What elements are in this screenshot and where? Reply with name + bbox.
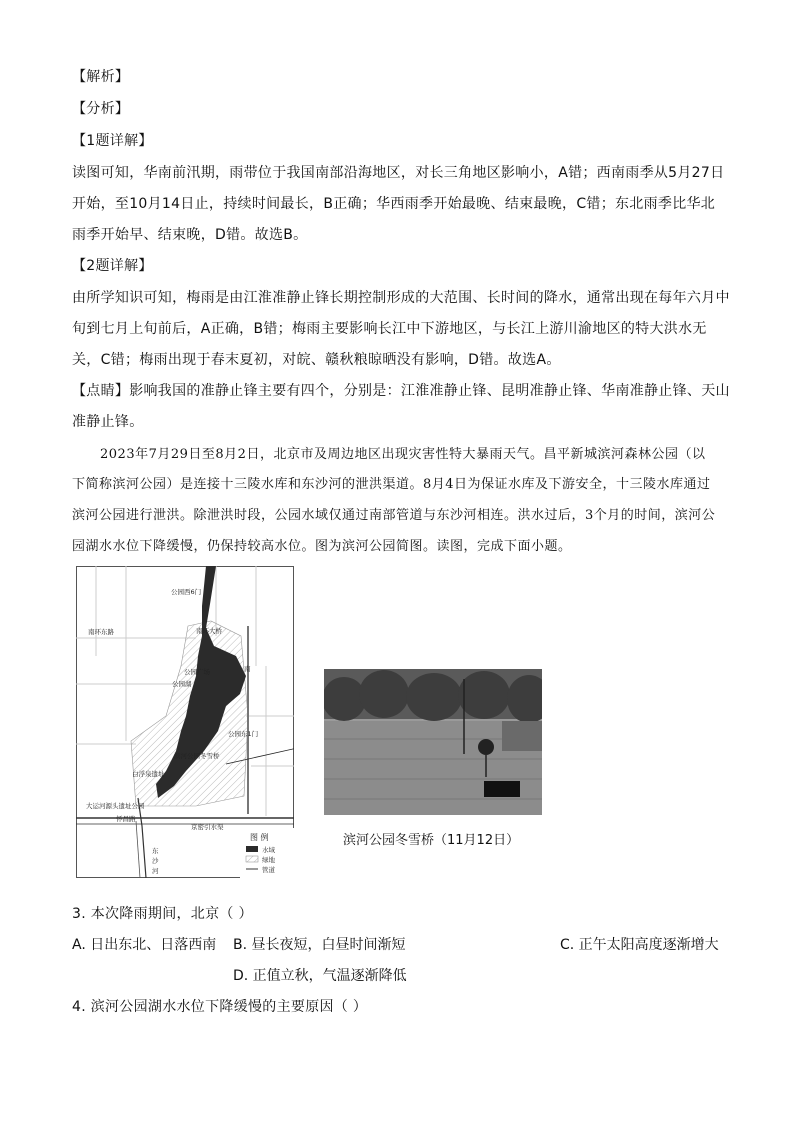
- legend-label: 管道: [262, 866, 275, 874]
- q1-detail-line: 雨季开始早、结束晚，D错。故选B。: [72, 227, 308, 243]
- q3-stem: 3. 本次降雨期间，北京（ ）: [72, 906, 253, 922]
- legend-label: 绿地: [262, 856, 275, 864]
- map-label: 南环大桥: [196, 627, 222, 635]
- q3-option-a[interactable]: A. 日出东北、日落西南: [72, 937, 217, 953]
- q3-option-b[interactable]: B. 昼长夜短，白昼时间渐短: [233, 937, 406, 953]
- q1-detail-heading: 【1题详解】: [72, 133, 153, 149]
- map-label: 京密引水渠: [191, 823, 224, 831]
- legend-title: 图 例: [250, 833, 269, 842]
- map-label: 公园东1门: [228, 730, 259, 738]
- bridge-photo: [324, 669, 542, 815]
- jiexi-heading: 【解析】: [72, 69, 130, 85]
- map-label: 白浮泉遗址: [132, 770, 165, 778]
- q2-detail-line: 旬到七月上旬前后，A正确，B错；梅雨主要影响长江中下游地区，与长江上游川渝地区的特大洪水无: [72, 321, 707, 337]
- fenxi-heading: 【分析】: [72, 101, 130, 117]
- park-map: [76, 566, 294, 878]
- map-label: 南环东路: [88, 628, 114, 636]
- passage-line: 滨河公园进行泄洪。除泄洪时段，公园水域仅通过南部管道与东沙河相连。洪水过后，3个月的时间，滨河公: [72, 508, 716, 523]
- passage-line: 2023年7月29日至8月2日，北京市及周边地区出现灾害性特大暴雨天气。昌平新城滨河森林公园（以: [100, 447, 706, 462]
- map-label: 河: [152, 867, 159, 875]
- q1-detail-line: 读图可知，华南前汛期，雨带位于我国南部沿海地区，对长三角地区影响小，A错；西南雨季从5月27日: [72, 165, 725, 181]
- map-label: 沙: [152, 857, 159, 865]
- map-label: 公园广场: [184, 668, 210, 676]
- map-label: 东: [152, 847, 159, 855]
- q2-detail-line: 关，C错；梅雨出现于春末夏初，对皖、赣秋粮晾晒没有影响，D错。故选A。: [72, 352, 561, 368]
- passage-line: 园湖水水位下降缓慢，仍保持较高水位。图为滨河公园简图。读图，完成下面小题。: [72, 539, 572, 554]
- q2-detail-heading: 【2题详解】: [72, 258, 153, 274]
- map-label: 滨河公园冬雪桥: [174, 752, 220, 760]
- legend-label: 水域: [262, 846, 275, 854]
- q2-detail-line: 由所学知识可知，梅雨是由江淮准静止锋长期控制形成的大范围、长时间的降水，通常出现在每年六月中: [72, 290, 730, 306]
- dianjing-line: 【点睛】影响我国的准静止锋主要有四个，分别是：江淮准静止锋、昆明准静止锋、华南准静止锋、天山: [72, 383, 730, 399]
- q3-option-d[interactable]: D. 正值立秋，气温逐渐降低: [233, 968, 407, 984]
- map-label: 怀昌路: [116, 815, 136, 823]
- dianjing-line: 准静止锋。: [72, 414, 144, 430]
- map-label: 南: [244, 665, 251, 673]
- map-label: 公园湖: [172, 680, 192, 688]
- photo-caption: 滨河公园冬雪桥（11月12日）: [343, 833, 520, 848]
- q1-detail-line: 开始，至10月14日止，持续时间最长，B正确；华西雨季开始最晚、结束最晚，C错；东北雨季比华北: [72, 196, 716, 212]
- passage-line: 下简称滨河公园）是连接十三陵水库和东沙河的泄洪渠道。8月4日为保证水库及下游安全，十三陵水库通过: [72, 477, 711, 492]
- map-label: 公园西6门: [171, 588, 202, 596]
- q4-stem: 4. 滨河公园湖水水位下降缓慢的主要原因（ ）: [72, 999, 368, 1015]
- map-label: 大运河源头遗址公园: [86, 802, 145, 810]
- q3-option-c[interactable]: C. 正午太阳高度逐渐增大: [560, 937, 719, 953]
